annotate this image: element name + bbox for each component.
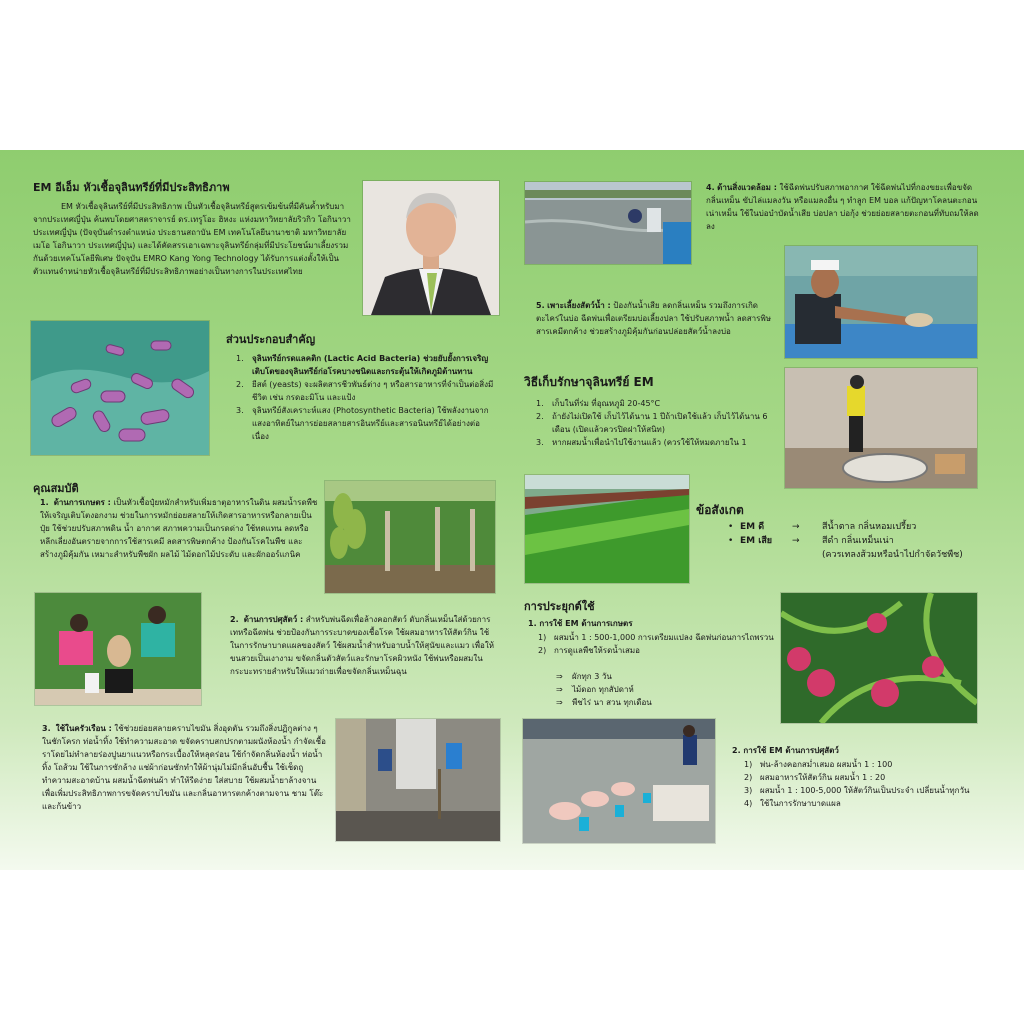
shrimp-pond-photo <box>524 181 692 265</box>
components-item: 1. จุลินทรีย์กรดแลคติก (Lactic Acid Bacteria) ช่วยยับยั้งการเจริญเติบโตของจุลินทรีย์ก่อโรคบางชนิดและกระตุ้นให้เกิดภูมิต้านทาน <box>236 354 489 376</box>
application-agri-title: 1. การใช้ EM ด้านการเกษตร <box>528 619 633 628</box>
application-agri-sublist <box>556 670 776 709</box>
storage-list <box>536 397 776 449</box>
components-list <box>236 352 496 443</box>
storage-title: วิธีเก็บรักษาจุลินทรีย์ EM <box>524 375 654 389</box>
components-title: ส่วนประกอบสำคัญ <box>226 333 316 346</box>
components-item: 2. ยีสต์ (yeasts) จะผลิตสารชีวพันธ์ต่าง ๆ หรือสารอาหารที่จำเป็นต่อสิ่งมีชีวิต เช่น กรดอะมิโน และแป้ง <box>236 380 494 402</box>
application-title: การประยุกต์ใช้ <box>524 600 595 613</box>
property-livestock: 2. ด้านการปศุสัตว์ : สำหรับพ่นฉีดเพื่อล้างคอกสัตว์ ดับกลิ่นเหม็นใส่ด้วยการเทหรือฉีดพ่น ช่วยป้องกันการระบาดของเชื้อโรค ใช้ผสมอาหารให้สัตว์กิน ใช้ในการรักษาบาดแผลของสัตว์ ใช้ผสมน้ำสำหรับอาบน้ำให้สุนัขและแมว เพื่อให้ขนสวยเป็นเงางาม ขจัดกลิ่นตัวสัตว์และรักษาโรคผิวหนัง ใช้พ่นหรือผสมในกระบะทรายสำหรับให้แมวถ่ายเพื่อขจัดกลิ่นเหม็นฉุน <box>230 615 495 676</box>
professor-portrait-photo <box>362 180 500 316</box>
cleaning-house-photo <box>335 718 501 842</box>
components-item: 3. จุลินทรีย์สังเคราะห์แสง (Photosynthetic Bacteria) ใช้พลังงานจากแสงอาทิตย์ในการย่อยสลายสารอินทรีย์และสารอนินทรีย์ได้อย่างต่อเนื่อง <box>236 406 489 441</box>
application-agri-item: 2) การดูแลพืชให้รดน้ำเสมอ <box>538 646 640 655</box>
storage-item: 3. หากผสมน้ำเพื่อนำไปใช้งานแล้ว (ควรใช้ให้หมดภายใน 1 <box>536 438 747 447</box>
application-livestock-item: 2) ผสมอาหารให้สัตว์กิน ผสมน้ำ 1 : 20 <box>744 773 886 782</box>
observation-title: ข้อสังเกต <box>696 503 744 517</box>
properties-title: คุณสมบัติ <box>33 482 79 495</box>
application-agri-subitem: ⇒ ไม้ดอก ทุกสัปดาห์ <box>556 685 634 694</box>
environment-text: 4. ด้านสิ่งแวดล้อม : ใช้ฉีดพ่นปรับสภาพอากาศ ใช้ฉีดพ่นไปที่กองขยะเพื่อขจัดกลิ่นเหม็น ขับไล่แมลงวัน หรือแมลงอื่น ๆ ทำลูก EM บอล แก้ปัญหาโคลนตะกอนเน่าเหม็น ใช้ในบ่อบำบัดน้ำเสีย บ่อปลา บ่อกุ้ง ช่วยย่อยสลายตะกอนที่ทับถมให้ลดลง <box>706 183 979 231</box>
pig-farm-photo <box>522 718 716 844</box>
application-agri-subitem: ⇒ พืชไร่ นา สวน ทุกเดือน <box>556 698 652 707</box>
aquaculture-text: 5. เพาะเลี้ยงสัตว์น้ำ : ป้องกันน้ำเสีย ลดกลิ่นเหม็น รวมถึงการเกิดตะไคร่ในบ่อ ฉีดพ่นเพื่อเตรียมบ่อเลี้ยงปลา ใช้ปรับสภาพน้ำ ลดสารพิษ สารเคมีตกค้าง ช่วยสร้างภูมิคุ้มกันก่อนปล่อยสัตว์น้ำลงบ่อ <box>536 301 772 336</box>
application-agri-item: 1) ผสมน้ำ 1 : 500-1,000 การเตรียมแปลง ฉีดพ่นก่อนการไถพรวน <box>538 633 774 642</box>
papaya-plantation-photo <box>324 480 496 594</box>
observation-note: (ควรเทลงส้วมหรือนำไปกำจัดวัชพืช) <box>822 550 963 560</box>
application-livestock-item: 4) ใช้ในการรักษาบาดแผล <box>744 799 841 808</box>
fermentation-tank-photo <box>784 367 978 489</box>
application-agri-list <box>538 631 774 657</box>
man-on-boat-photo <box>784 245 978 359</box>
intro-body: EM หัวเชื้อจุลินทรีย์ที่มีประสิทธิภาพ เป็นหัวเชื้อจุลินทรีย์สูตรเข้มข้นที่มีคันค้ำหรับมาจากประเทศญี่ปุ่น ค้นพบโดยศาสตราจารย์ ดร.เทรูโอะ ฮิหงะ แห่งมหาวิทยาลัยริวกิว โอกินาวา ประเทศญี่ปุ่น (ปัจจุบันดำรงตำแหน่ง ประธานสถาบัน EM เทคโนโลยีนานาชาติ มหาวิทยาลัยเมโอ โอกินาวา ประเทศญี่ปุ่น) และได้คัดสรรเอาเฉพาะจุลินทรีย์กลุ่มที่มีประโยชน์มาเลี้ยงรวมกันด้วยเทคโนโลยีพิเศษ ปัจจุบัน EMRO Kang Yong Technology ได้รับการแต่งตั้งให้เป็นตัวแทนจำหน่ายหัวเชื้อจุลินทรีย์ที่มีประสิทธิภาพอย่างเป็นทางการในประเทศไทย <box>33 202 351 276</box>
observation-row-bad: • EM เสีย → สีดำ กลิ่นเหม็นเน่า <box>728 536 894 546</box>
property-agriculture: 1. ด้านการเกษตร : เป็นหัวเชื้อปุ๋ยหมักสำหรับเพิ่มธาตุอาหารในดิน ผสมน้ำรดพืชให้เจริญเติบโตงอกงาม ช่วยในการหมักย่อยสลายให้เกิดสารอาหารหรือกลายเป็นปุ๋ย ใช้ช่วยปรับสภาพดิน น้ำ อากาศ สภาพความเป็นกรดด่าง ใช้ทดแทน ลดหรือหลีกเลี่ยงอันตรายจากการใช้สารเคมี ลดสารพิษตกค้าง ป้องกันโรคในพืช และสร้างภูมิคุ้มกัน เหมาะสำหรับพืชผัก ผลไม้ ไม้ดอกไม้ประดับ และผักออร์แกนิค <box>40 498 318 559</box>
intro-title: EM อีเอ็ม หัวเชื้อจุลินทรีย์ที่มีประสิทธิภาพ <box>33 181 230 194</box>
observation-list <box>728 520 978 562</box>
application-agri-subitem: ⇒ ผักทุก 3 วัน <box>556 672 612 681</box>
bacteria-illustration <box>30 320 210 456</box>
application-livestock-list <box>744 758 980 810</box>
observation-row-good: • EM ดี → สีน้ำตาล กลิ่นหอมเปรี้ยว <box>728 522 917 532</box>
storage-item: 1. เก็บในที่ร่ม ที่อุณหภูมิ 20-45°C <box>536 399 661 408</box>
application-livestock-title: 2. การใช้ EM ด้านการปศุสัตว์ <box>732 746 839 755</box>
dog-bathing-photo <box>34 592 202 706</box>
storage-item: 2. ถ้ายังไม่เปิดใช้ เก็บไว้ได้นาน 1 ปีถ้าเปิดใช้แล้ว เก็บไว้ได้นาน 6 เดือน (เปิดแล้วควรปิดฝาให้สนิท) <box>536 412 768 434</box>
hydroponic-lettuce-photo <box>524 474 690 584</box>
application-livestock-item: 3) ผสมน้ำ 1 : 100-5,000 ให้สัตว์กินเป็นประจำ เปลี่ยนน้ำทุกวัน <box>744 786 970 795</box>
application-livestock-item: 1) พ่น-ล้างคอกสม่ำเสมอ ผสมน้ำ 1 : 100 <box>744 760 893 769</box>
property-household: 3. ใช้ในครัวเรือน : ใช้ช่วยย่อยสลายคราบไขมัน สิ่งอุดตัน รวมถึงสิ่งปฏิกูลต่าง ๆ ในชักโครก ท่อน้ำทิ้ง ใช้ทำความสะอาด ขจัดคราบสกปรกตามผนังห้องน้ำ กำจัดเชื้อราโดยไม่ทำลายร่องปูนยาแนวหรือกระเบื้องให้หลุดร่อน ใช้กำจัดกลิ่นห้องน้ำ ท่อน้ำทิ้ง โถส้วม ใช้ในการซักล้าง แช่ผ้าก่อนซักทำให้ผ้านุ่มไม่มีกลิ่นอับชื้น ใช้เช็ดถูทำความสะอาดบ้าน ผสมน้ำฉีดพ่นผ้า ทำให้รีดง่าย ใส่สบาย ใช้ผสมน้ำยาล้างจาน เพื่อเพิ่มประสิทธิภาพการขจัดคราบไขมัน และกลิ่นอาหารตกค้างตามจาน ชาม โต๊ะ และก้นข้าว <box>42 724 326 811</box>
dragon-fruit-photo <box>780 592 978 724</box>
